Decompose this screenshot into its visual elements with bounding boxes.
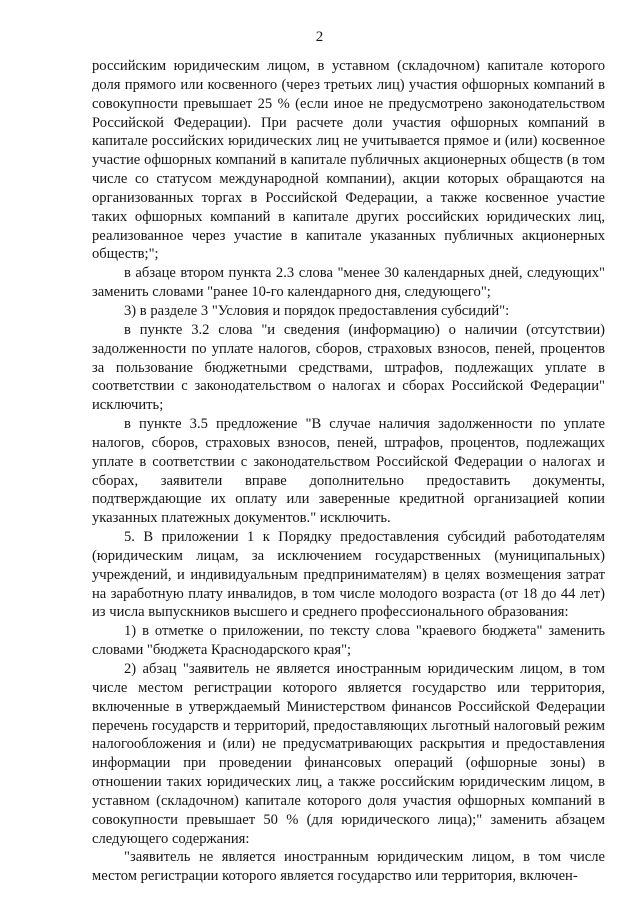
paragraph-clause-3-2: в пункте 3.2 слова "и сведения (информацию) о наличии (отсутствии) задолженности по уплате налогов, сборов, страховых взносов, пеней, процентов за пользование бюджетными средствами, штрафов, подлежащих уплате в соответствии с законодательством о налогах и сборах Российской Федерации" исключить; — [92, 321, 605, 414]
paragraph-new-wording: "заявитель не является иностранным юридическим лицом, в том числе местом регистрации которого является государство или территория, включен- — [92, 849, 605, 885]
page-number: 2 — [315, 29, 324, 45]
paragraph-subitem-2: 2) абзац "заявитель не является иностранным юридическим лицом, в том числе местом регистрации которого является государство или территория, включенные в утверждаемый Министерством финансов Российской Федерации перечень государств и территорий, предоставляющих льготный налоговый режим налогообложения и (или) не предусматривающих раскрытия и предоставления информации при проведении финансовых операций (офшорные зоны) в отношении таких юридических лиц, а также российским юридическим лицом, в уставном (складочном) капитале которого доля участия офшорных компаний в совокупности превышает 50 % (для юридического лица);" заменить абзацем следующего содержания: — [92, 661, 605, 847]
paragraph-subitem-1: 1) в отметке о приложении, по тексту слова "краевого бюджета" заменить словами "бюджета Краснодарского края"; — [92, 623, 605, 659]
paragraph-clause-2-3: в абзаце втором пункта 2.3 слова "менее 30 календарных дней, следующих" заменить словами "ранее 10-го календарного дня, следующего"; — [92, 265, 605, 301]
paragraph-continuation: российским юридическим лицом, в уставном (складочном) капитале которого доля прямого или косвенного (через третьих лиц) участия офшорных компаний в совокупности превышает 25 % (если иное не предусмотрено законодательством Российской Федерации). При расчете доли участия офшорных компаний в капитале российских юридических лиц не учитывается прямое и (или) косвенное участие офшорных компаний в капитале публичных акционерных обществ (в том числе со статусом международной компании), акции которых обращаются на организованных торгах в Российской Федерации, а также косвенное участие таких офшорных компаний в капитале других российских юридических лиц, реализованное через участие в капитале указанных публичных акционерных обществ;"; — [92, 58, 605, 263]
paragraph-item-5: 5. В приложении 1 к Порядку предоставления субсидий работодателям (юридическим лицам, за исключением государственных (муниципальных) учреждений, и индивидуальным предпринимателям) в целях возмещения затрат на заработную плату инвалидов, в том числе молодого возраста (от 18 до 44 лет) из числа выпускников высшего и среднего профессионального образования: — [92, 529, 605, 621]
paragraph-clause-3-5: в пункте 3.5 предложение "В случае наличия задолженности по уплате налогов, сборов, страховых взносов, пеней, штрафов, процентов, подлежащих уплате в соответствии с законодательством Российской Федерации о налогах и сборах, заявители вправе дополнительно предоставить документы, подтверждающие их оплату или заверенные кредитной организацией копии указанных платежных документов." исключить. — [92, 416, 605, 527]
document-body — [92, 57, 605, 886]
paragraph-section-3-heading: 3) в разделе 3 "Условия и порядок предоставления субсидий": — [124, 302, 510, 319]
